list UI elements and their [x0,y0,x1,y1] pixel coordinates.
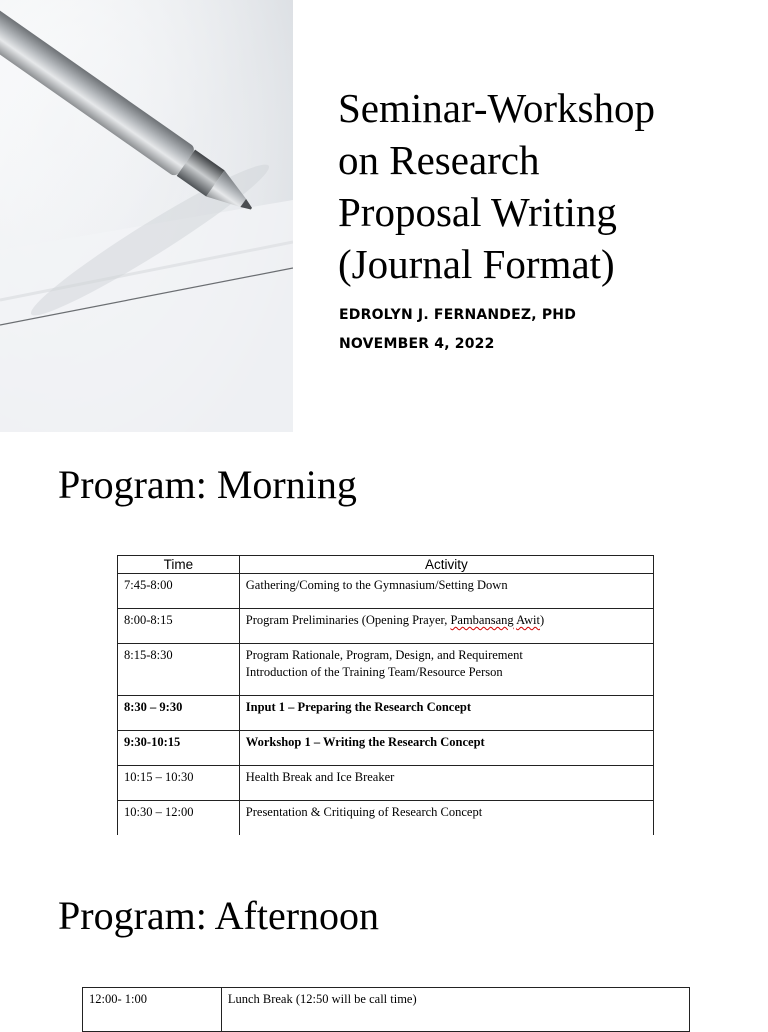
title-line: (Journal Format) [338,241,615,287]
column-header-time: Time [118,556,240,574]
time-cell: 10:15 – 10:30 [118,766,240,801]
column-header-activity: Activity [239,556,653,574]
table-row [118,766,654,801]
table-row [118,801,654,836]
title-line: on Research [338,137,540,183]
time-cell: 8:15-8:30 [118,644,240,696]
activity-cell: Lunch Break (12:50 will be call time) [221,988,689,1032]
title-slide [0,0,768,432]
activity-line: Introduction of the Training Team/Resource Person [245,665,503,679]
table-row [118,731,654,766]
activity-text: ) [539,613,545,627]
time-cell: 9:30-10:15 [118,731,240,766]
pen-photo [0,0,293,432]
title-line: Seminar-Workshop [338,85,655,131]
time-cell: 7:45-8:00 [118,574,240,609]
table-row [83,988,690,1032]
table-header-row [118,556,654,574]
title-line: Proposal Writing [338,189,617,235]
time-cell: 8:00-8:15 [118,609,240,644]
activity-cell: Input 1 – Preparing the Research Concept [239,696,653,731]
presentation-title [338,82,758,290]
presenter-name: EDROLYN J. FERNANDEZ, PHD [339,307,577,323]
table-row [118,574,654,609]
activity-text: Program Preliminaries (Opening Prayer, [245,613,451,627]
morning-program-heading: Program: Morning [58,462,357,507]
activity-cell [239,609,653,644]
misspelled-word: Pambansang [450,613,514,627]
time-cell: 10:30 – 12:00 [118,801,240,836]
table-row [118,609,654,644]
misspelled-word: Awit [516,613,540,627]
afternoon-schedule-table [82,987,690,1032]
activity-cell: Health Break and Ice Breaker [239,766,653,801]
time-cell: 8:30 – 9:30 [118,696,240,731]
activity-cell: Workshop 1 – Writing the Research Concept [239,731,653,766]
activity-line: Program Rationale, Program, Design, and Requirement [245,648,523,662]
activity-cell: Gathering/Coming to the Gymnasium/Setting Down [239,574,653,609]
morning-schedule-table [117,555,654,835]
table-row [118,644,654,696]
table-row [118,696,654,731]
presentation-date: NOVEMBER 4, 2022 [339,336,495,352]
time-cell: 12:00- 1:00 [83,988,222,1032]
afternoon-program-heading: Program: Afternoon [58,893,380,938]
activity-cell: Presentation & Critiquing of Research Concept [239,801,653,836]
activity-cell [239,644,653,696]
